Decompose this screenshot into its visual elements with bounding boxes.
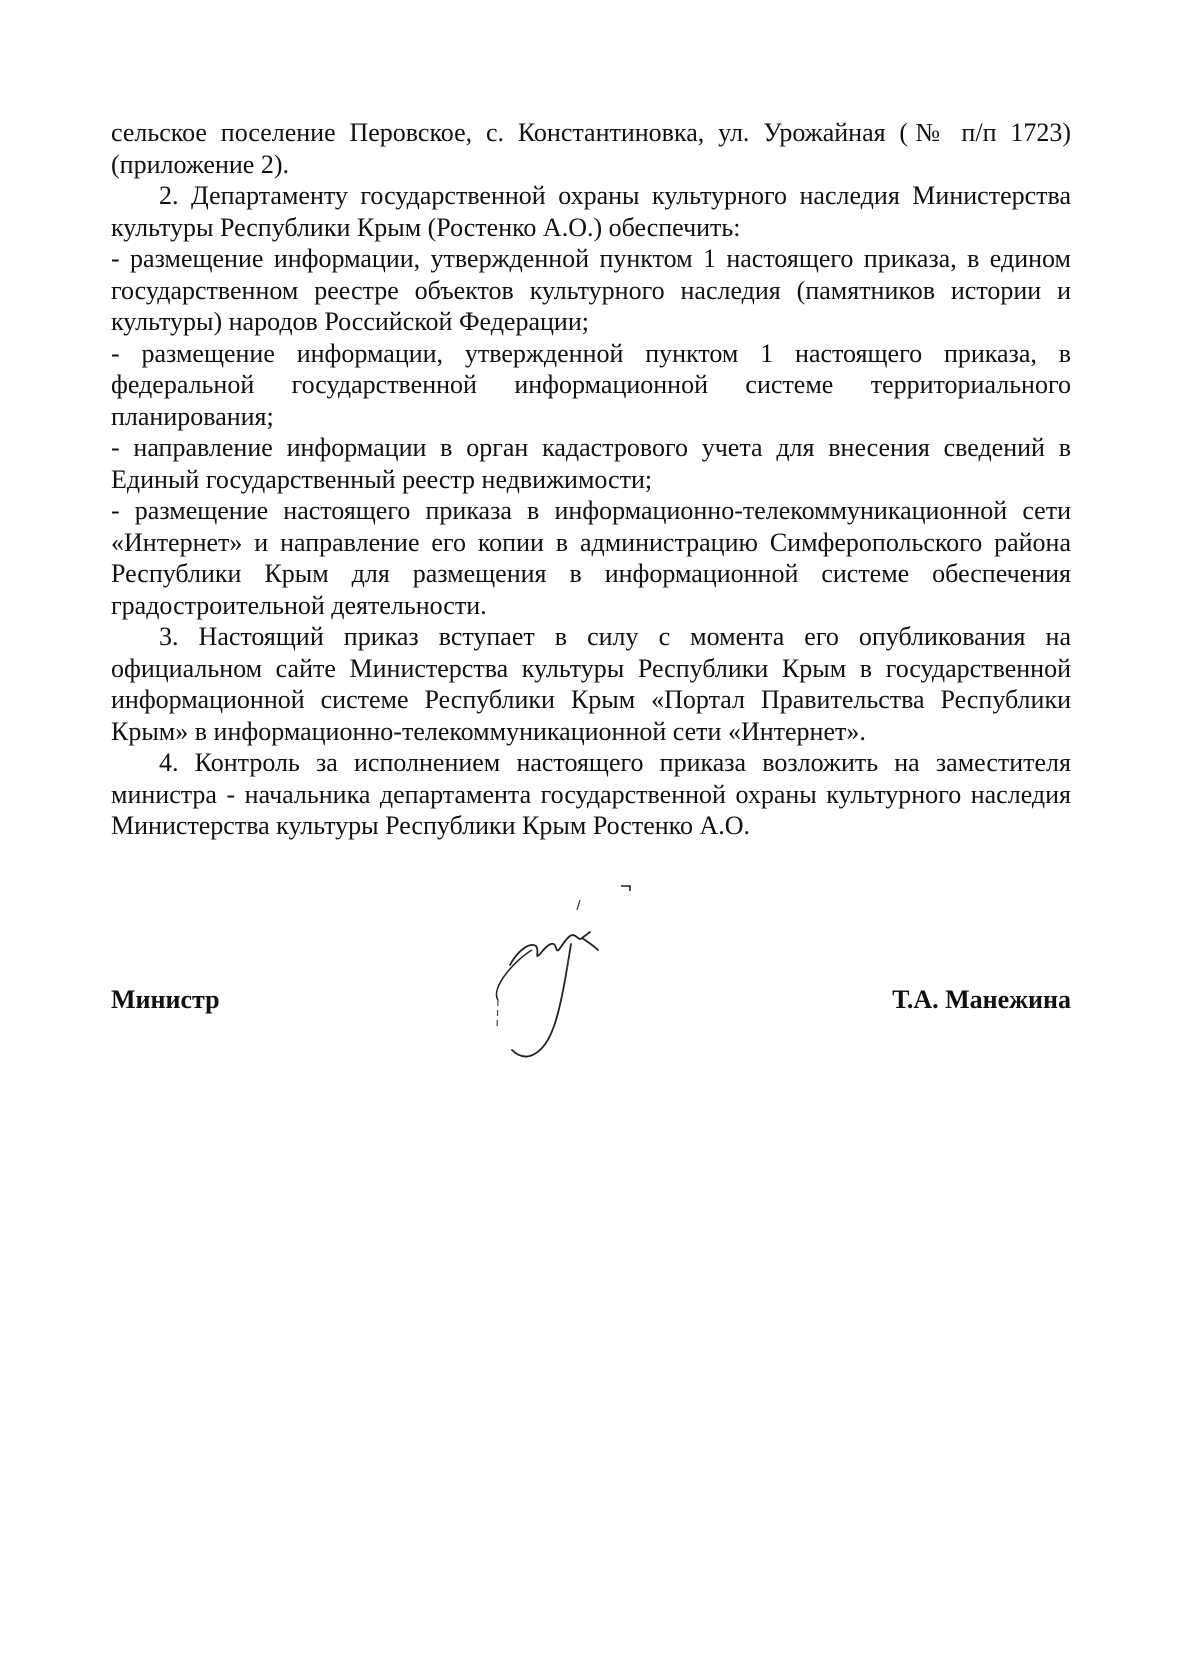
paragraph-item-2: 2. Департаменту государственной охраны культурного наследия Министерства культуры Республики Крым (Ростенко А.О.) обеспечить: bbox=[111, 181, 1071, 242]
paragraph-bullet-2: - размещение информации, утвержденной пунктом 1 настоящего приказа, в федеральной государственной информационной системе территориального планирования; bbox=[111, 338, 1071, 431]
paragraph-bullet-3: - направление информации в орган кадастрового учета для внесения сведений в Единый государственный реестр недвижимости; bbox=[111, 433, 1071, 494]
signature-block bbox=[111, 985, 1071, 1025]
paragraph-item-4: 4. Контроль за исполнением настоящего приказа возложить на заместителя министра - начальника департамента государственной охраны культурного наследия Министерства культуры Республики Крым Ростенко А.О. bbox=[111, 748, 1071, 840]
document-body bbox=[111, 117, 1071, 842]
signatory-name: Т.А. Манежина bbox=[892, 985, 1071, 1014]
signatory-title: Министр bbox=[111, 985, 220, 1014]
paragraph-bullet-4: - размещение настоящего приказа в информационно-телекоммуникационной сети «Интернет» и направление его копии в администрацию Симферопольского района Республики Крым для размещения в информационной системе обеспечения градостроительной деятельности. bbox=[111, 496, 1071, 620]
paragraph-continuation: сельское поселение Перовское, с. Константиновка, ул. Урожайная (№ п/п 1723) (приложение 2). bbox=[111, 118, 1071, 179]
paragraph-bullet-1: - размещение информации, утвержденной пунктом 1 настоящего приказа, в едином государственном реестре объектов культурного наследия (памятников истории и культуры) народов Российской Федерации; bbox=[111, 244, 1071, 336]
paragraph-item-3: 3. Настоящий приказ вступает в силу с момента его опубликования на официальном сайте Министерства культуры Республики Крым в государственной информационной системе Республики Крым «Портал Правительства Республики Крым» в информационно-телекоммуникационной сети «Интернет». bbox=[111, 622, 1071, 746]
